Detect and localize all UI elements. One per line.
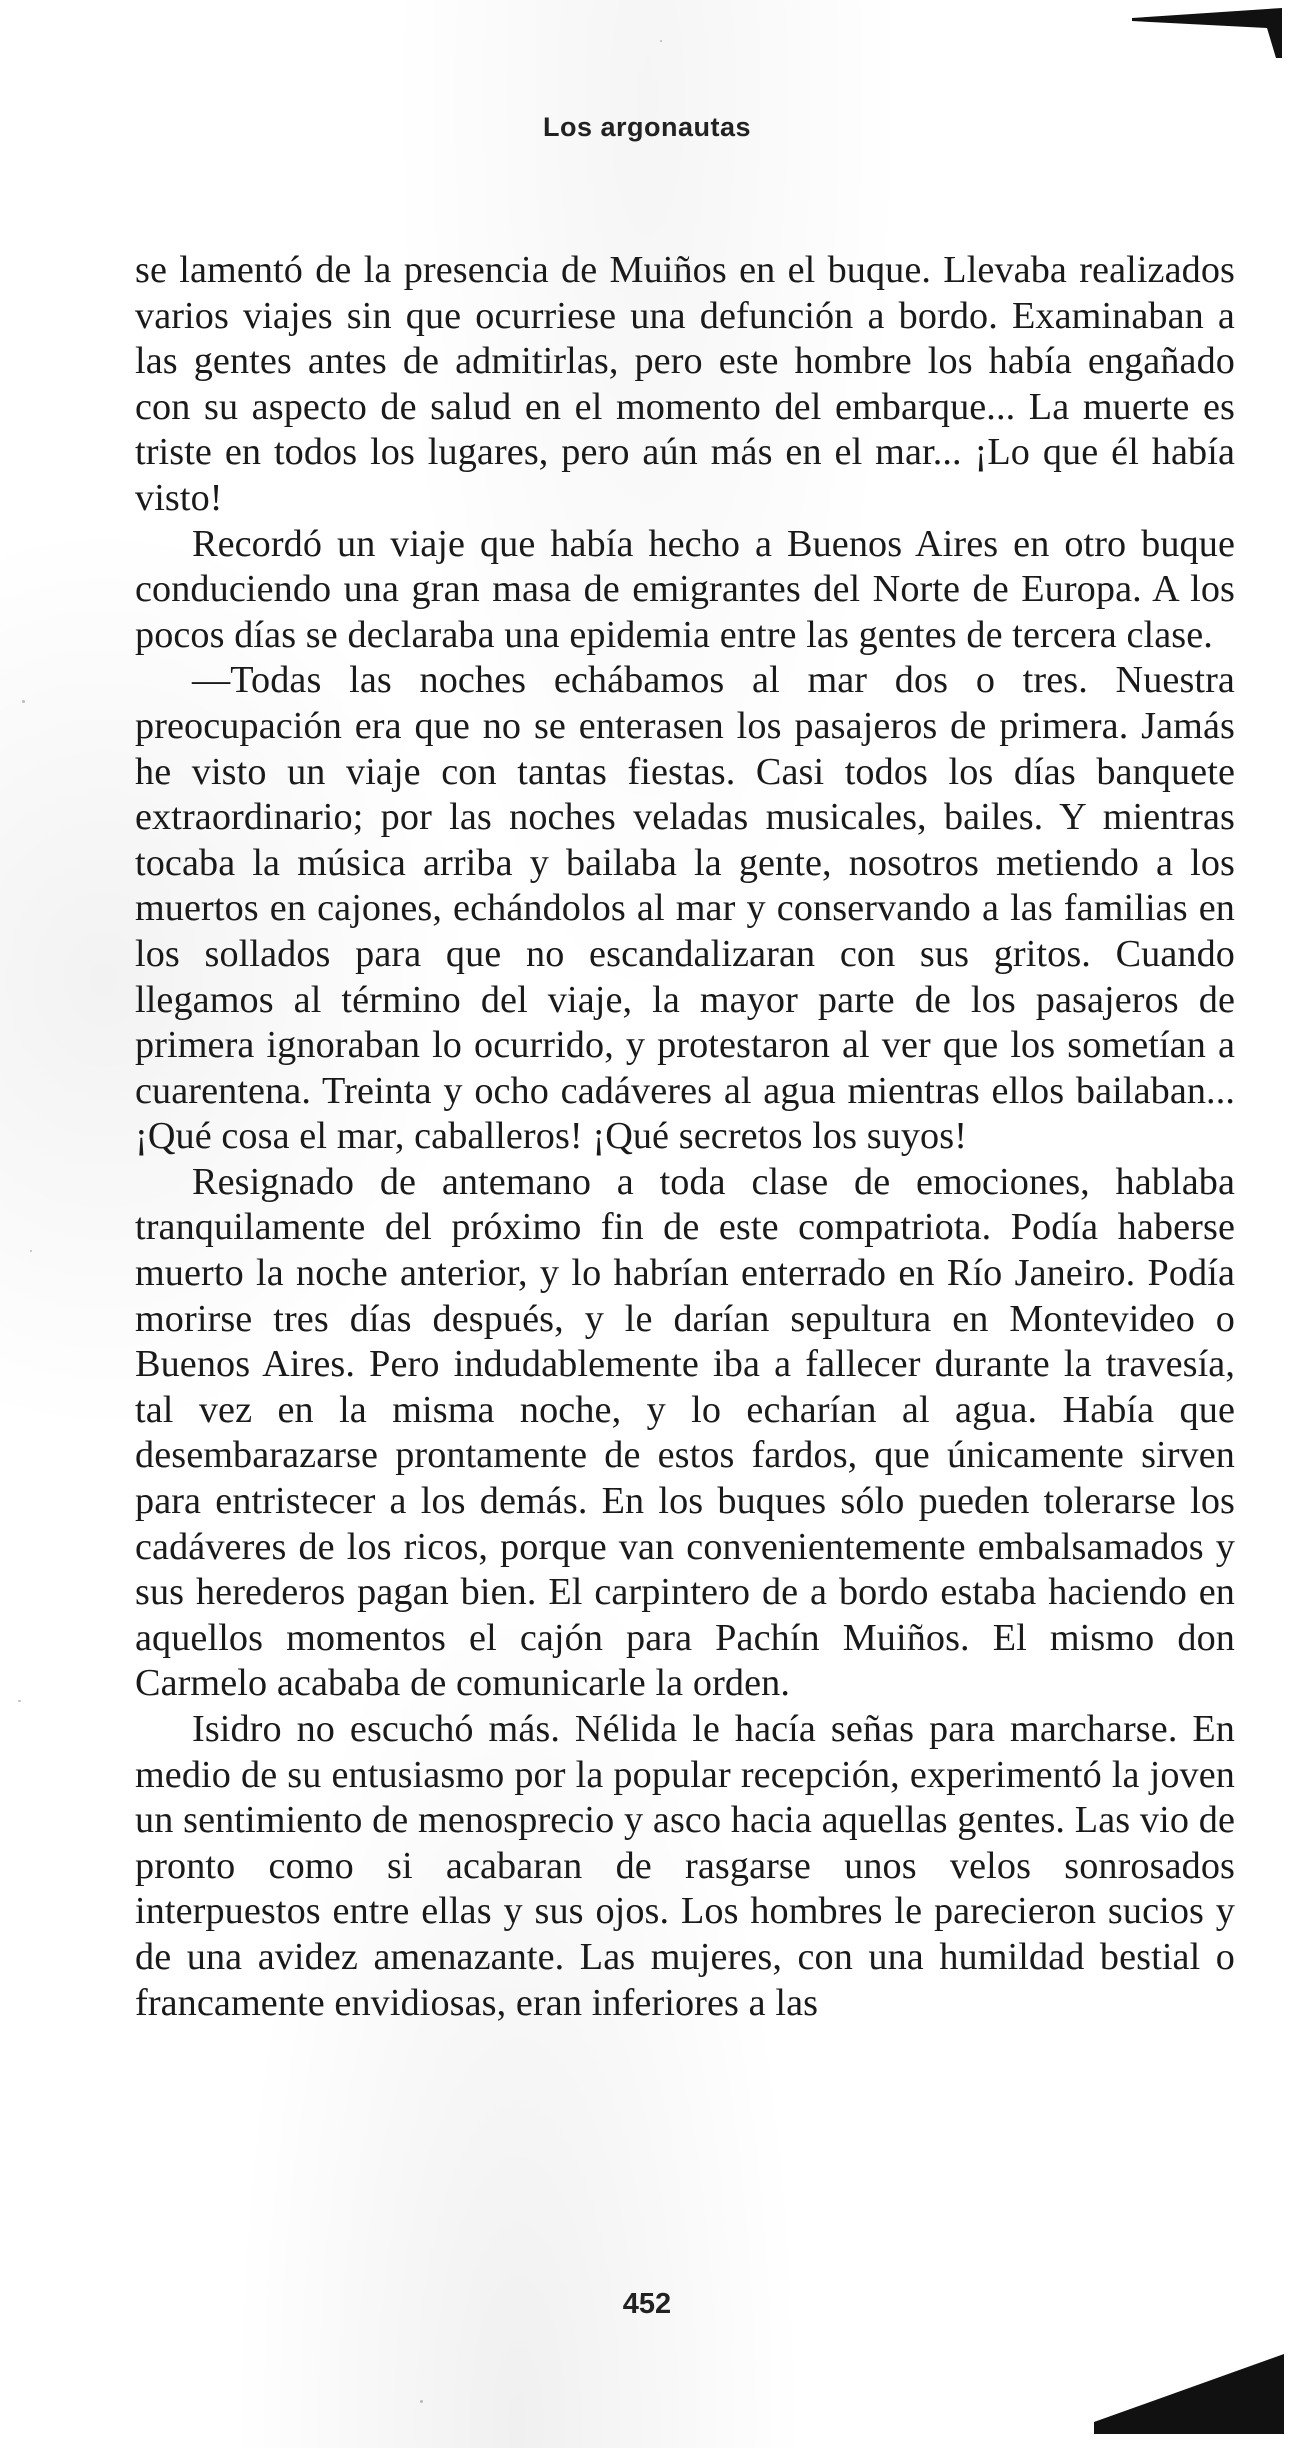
scan-speckle [18, 1700, 21, 1702]
scan-shadow-top [1132, 8, 1282, 58]
paragraph-2: Recordó un viaje que había hecho a Buenos Aires en otro buque conduciendo una gran masa de emigrantes del Norte de Europa. A los pocos días se declaraba una epidemia entre las gentes de tercera clase. [135, 522, 1235, 656]
scan-shadow-bottom [1094, 2354, 1284, 2434]
scan-speckle [30, 1250, 32, 1252]
body-text [135, 248, 1235, 2026]
paragraph-1: se lamentó de la presencia de Muiños en el buque. Llevaba realizados varios viajes sin que ocurriese una defunción a bordo. Examinaban a las gentes antes de admitirlas, pero este hombre los había engañado con su aspecto de salud en el momento del embarque... La muerte es triste en todos los lugares, pero aún más en el mar... ¡Lo que él había visto! [135, 249, 1235, 519]
scan-speckle [660, 40, 662, 42]
running-header: Los argonautas [542, 112, 752, 142]
scan-speckle [22, 700, 25, 703]
scan-speckle [420, 2400, 423, 2403]
paragraph-5: Isidro no escuchó más. Nélida le hacía señas para marcharse. En medio de su entusiasmo por la popular recepción, experimentó la joven un sentimiento de menosprecio y asco hacia aquellas gentes. Las vio de pronto como si acabaran de rasgarse unos velos sonrosados interpuestos entre ellas y sus ojos. Los hombres le parecieron sucios y de una avidez amenazante. Las mujeres, con una humildad bestial o francamente envidiosas, eran inferiores a las [135, 1708, 1235, 2024]
page-number: 452 [622, 2288, 672, 2320]
paragraph-4: Resignado de antemano a toda clase de emociones, hablaba tranquilamente del próximo fin de este compatriota. Podía haberse muerto la noche anterior, y lo habrían enterrado en Río Janeiro. Podía morirse tres días después, y le darían sepultura en Montevideo o Buenos Aires. Pero indudablemente iba a fallecer durante la travesía, tal vez en la misma noche, y lo echarían al agua. Había que desembarazarse prontamente de estos fardos, que únicamente sirven para entristecer a los demás. En los buques sólo pueden tolerarse los cadáveres de los ricos, porque van convenientemente embalsamados y sus herederos pagan bien. El carpintero de a bordo estaba haciendo en aquellos momentos el cajón para Pachín Muiños. El mismo don Carmelo acababa de comunicarle la orden. [135, 1160, 1235, 1705]
paragraph-3: —Todas las noches echábamos al mar dos o tres. Nuestra preocupación era que no se enterasen los pasajeros de primera. Jamás he visto un viaje con tantas fiestas. Casi todos los días banquete extraordinario; por las noches veladas musicales, bailes. Y mientras tocaba la música arriba y bailaba la gente, nosotros metiendo a los muertos en cajones, echándolos al mar y conservando a las familias en los sollados para que no escandalizaran con sus gritos. Cuando llegamos al término del viaje, la mayor parte de los pasajeros de primera ignoraban lo ocurrido, y protestaron al ver que los sometían a cuarentena. Treinta y ocho cadáveres al agua mientras ellos bailaban... ¡Qué cosa el mar, caballeros! ¡Qué secretos los suyos! [135, 659, 1235, 1158]
